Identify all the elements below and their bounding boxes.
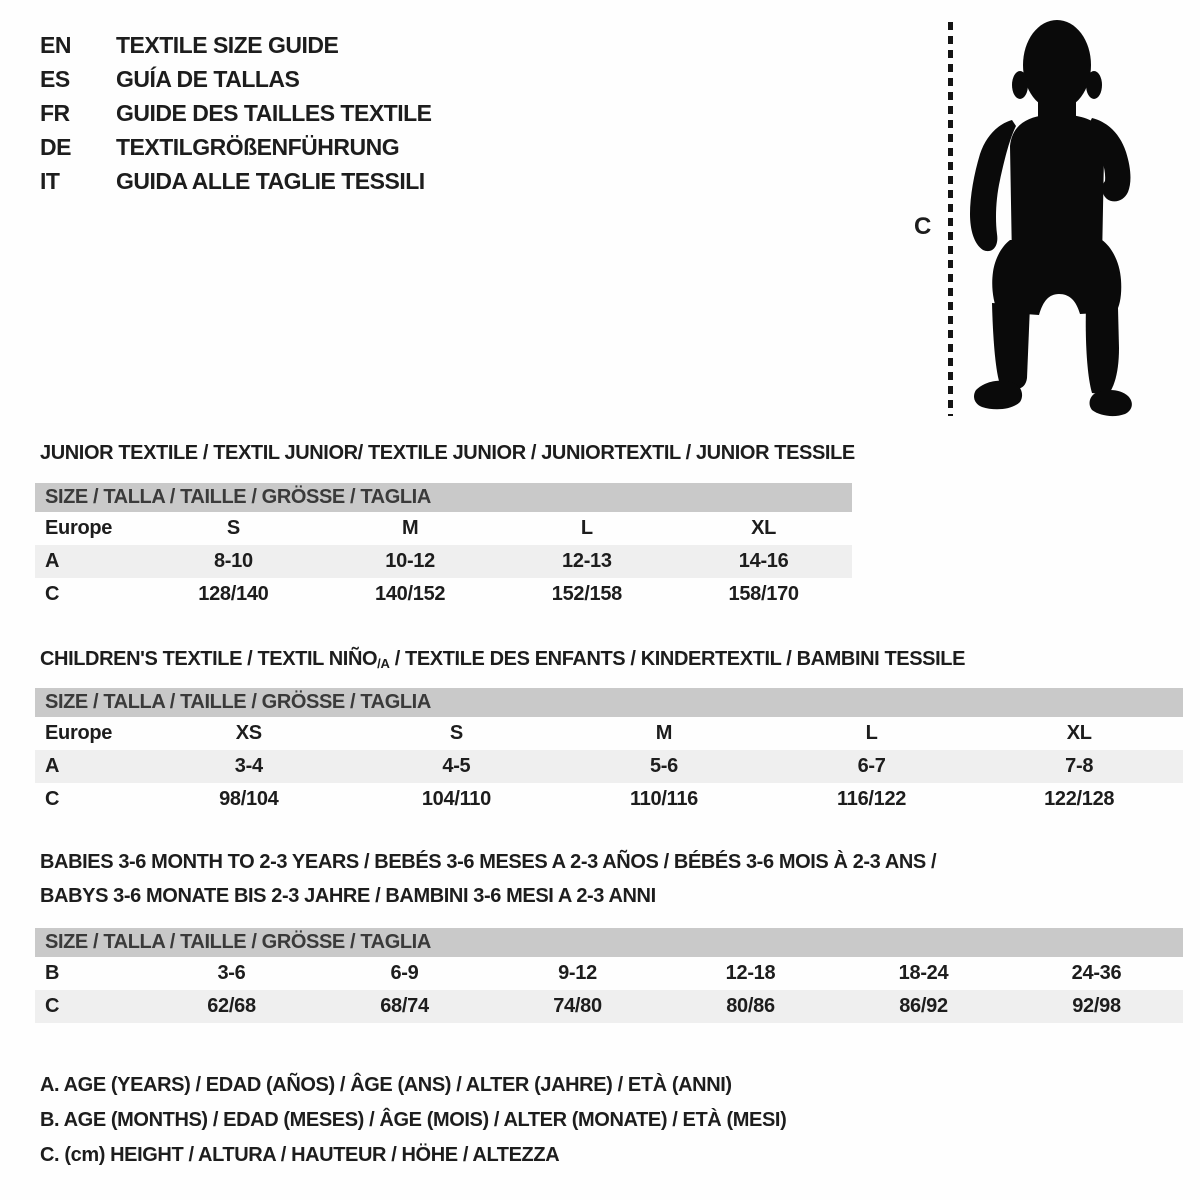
row-label: C xyxy=(45,995,60,1017)
language-code: EN xyxy=(40,31,71,58)
table-row-europe xyxy=(35,717,1183,750)
language-label: GUIDA ALLE TAGLIE TESSILI xyxy=(116,167,425,194)
height-cell: 152/158 xyxy=(551,583,622,605)
size-cell: S xyxy=(449,722,463,744)
babies-title-line2: BABYS 3-6 MONATE BIS 2-3 JAHRE / BAMBINI 3-6 MESI A 2-3 ANNI xyxy=(40,885,656,907)
size-cell: XL xyxy=(751,517,777,539)
size-header-bar xyxy=(35,688,1183,717)
language-row-it xyxy=(40,164,432,198)
age-cell: 4-5 xyxy=(442,755,471,777)
height-cell: 98/104 xyxy=(219,788,279,810)
size-cell: L xyxy=(580,517,593,539)
row-label: A xyxy=(45,550,60,572)
language-label: GUÍA DE TALLAS xyxy=(116,65,300,92)
height-measure-label: C xyxy=(914,213,932,240)
age-cell: 8-10 xyxy=(213,550,253,572)
age-cell: 6-7 xyxy=(857,755,886,777)
language-row-es xyxy=(40,62,432,96)
size-cell: M xyxy=(401,517,419,539)
row-label: C xyxy=(45,788,60,810)
row-label: Europe xyxy=(45,722,113,744)
age-cell: 12-18 xyxy=(725,962,776,984)
age-cell: 9-12 xyxy=(558,962,597,984)
table-row-height-cm xyxy=(35,783,1183,816)
height-cell: 116/122 xyxy=(837,788,907,810)
language-code: ES xyxy=(40,65,70,92)
size-header-bar xyxy=(35,928,1183,957)
age-cell: 24-36 xyxy=(1071,962,1122,984)
row-label: Europe xyxy=(45,517,113,539)
height-cell: 92/98 xyxy=(1072,995,1121,1017)
junior-section-title: JUNIOR TEXTILE / TEXTIL JUNIOR/ TEXTILE JUNIOR / JUNIORTEXTIL / JUNIOR TESSILE xyxy=(40,442,855,464)
height-cell: 74/80 xyxy=(553,995,602,1017)
age-cell: 10-12 xyxy=(385,550,435,572)
age-cell: 12-13 xyxy=(562,550,612,572)
height-cell: 62/68 xyxy=(207,995,256,1017)
size-header-text: SIZE / TALLA / TAILLE / GRÖSSE / TAGLIA xyxy=(45,931,431,953)
age-cell: 3-4 xyxy=(234,755,263,777)
footnotes xyxy=(40,1068,786,1173)
age-cell: 7-8 xyxy=(1065,755,1094,777)
size-cell: L xyxy=(865,722,878,744)
age-cell: 14-16 xyxy=(738,550,789,572)
children-title-pre: CHILDREN'S TEXTILE / TEXTIL NIÑO xyxy=(40,648,378,670)
footnote-b: B. AGE (MONTHS) / EDAD (MESES) / ÂGE (MOIS) / ALTER (MONATE) / ETÀ (MESI) xyxy=(40,1109,787,1131)
size-cell: XL xyxy=(1066,722,1092,744)
language-label: GUIDE DES TAILLES TEXTILE xyxy=(116,99,432,126)
table-row-height-cm xyxy=(35,578,852,611)
language-row-fr xyxy=(40,96,432,130)
language-row-en xyxy=(40,28,432,62)
children-size-table xyxy=(35,688,1183,816)
height-cell: 80/86 xyxy=(726,995,775,1017)
language-label: TEXTILE SIZE GUIDE xyxy=(116,31,339,58)
age-cell: 5-6 xyxy=(649,755,678,777)
table-row-europe xyxy=(35,512,852,545)
footnote-c: C. (cm) HEIGHT / ALTURA / HAUTEUR / HÖHE / ALTEZZA xyxy=(40,1144,560,1166)
size-cell: XS xyxy=(235,722,262,744)
size-header-text: SIZE / TALLA / TAILLE / GRÖSSE / TAGLIA xyxy=(45,691,431,713)
row-label: A xyxy=(45,755,60,777)
row-label: B xyxy=(45,962,60,984)
height-cell: 122/128 xyxy=(1044,788,1115,810)
language-label: TEXTILGRÖßENFÜHRUNG xyxy=(116,133,400,160)
age-cell: 18-24 xyxy=(898,962,949,984)
table-row-height-cm xyxy=(35,990,1183,1023)
height-measure-dashed-line xyxy=(948,22,953,416)
children-title-subscript: /A xyxy=(377,656,390,671)
babies-title-line1: BABIES 3-6 MONTH TO 2-3 YEARS / BEBÉS 3-6 MESES A 2-3 AÑOS / BÉBÉS 3-6 MOIS À 2-3 ANS / xyxy=(40,851,937,873)
height-cell: 128/140 xyxy=(198,583,269,605)
size-cell: S xyxy=(226,517,240,539)
size-header-text: SIZE / TALLA / TAILLE / GRÖSSE / TAGLIA xyxy=(45,486,431,508)
table-row-age-years xyxy=(35,750,1183,783)
junior-size-table xyxy=(35,483,852,611)
height-cell: 140/152 xyxy=(375,583,446,605)
table-row-age-years xyxy=(35,545,852,578)
language-row-de xyxy=(40,130,432,164)
babies-size-table xyxy=(35,928,1183,1023)
height-cell: 86/92 xyxy=(899,995,948,1017)
height-cell: 68/74 xyxy=(380,995,429,1017)
age-cell: 3-6 xyxy=(217,962,246,984)
age-cell: 6-9 xyxy=(390,962,419,984)
babies-section-title xyxy=(40,845,936,913)
toddler-silhouette-icon xyxy=(968,18,1138,418)
language-code: DE xyxy=(40,133,71,160)
size-header-bar xyxy=(35,483,852,512)
language-code: FR xyxy=(40,99,70,126)
children-title-post: / TEXTILE DES ENFANTS / KINDERTEXTIL / BAMBINI TESSILE xyxy=(389,648,966,670)
height-cell: 104/110 xyxy=(421,788,491,810)
language-list xyxy=(40,28,432,198)
size-cell: M xyxy=(655,722,673,744)
language-code: IT xyxy=(40,167,60,194)
footnote-a: A. AGE (YEARS) / EDAD (AÑOS) / ÂGE (ANS) / ALTER (JAHRE) / ETÀ (ANNI) xyxy=(40,1074,732,1096)
row-label: C xyxy=(45,583,60,605)
height-cell: 158/170 xyxy=(728,583,799,605)
height-cell: 110/116 xyxy=(629,788,698,810)
children-section-title xyxy=(40,647,965,673)
table-row-age-months xyxy=(35,957,1183,990)
